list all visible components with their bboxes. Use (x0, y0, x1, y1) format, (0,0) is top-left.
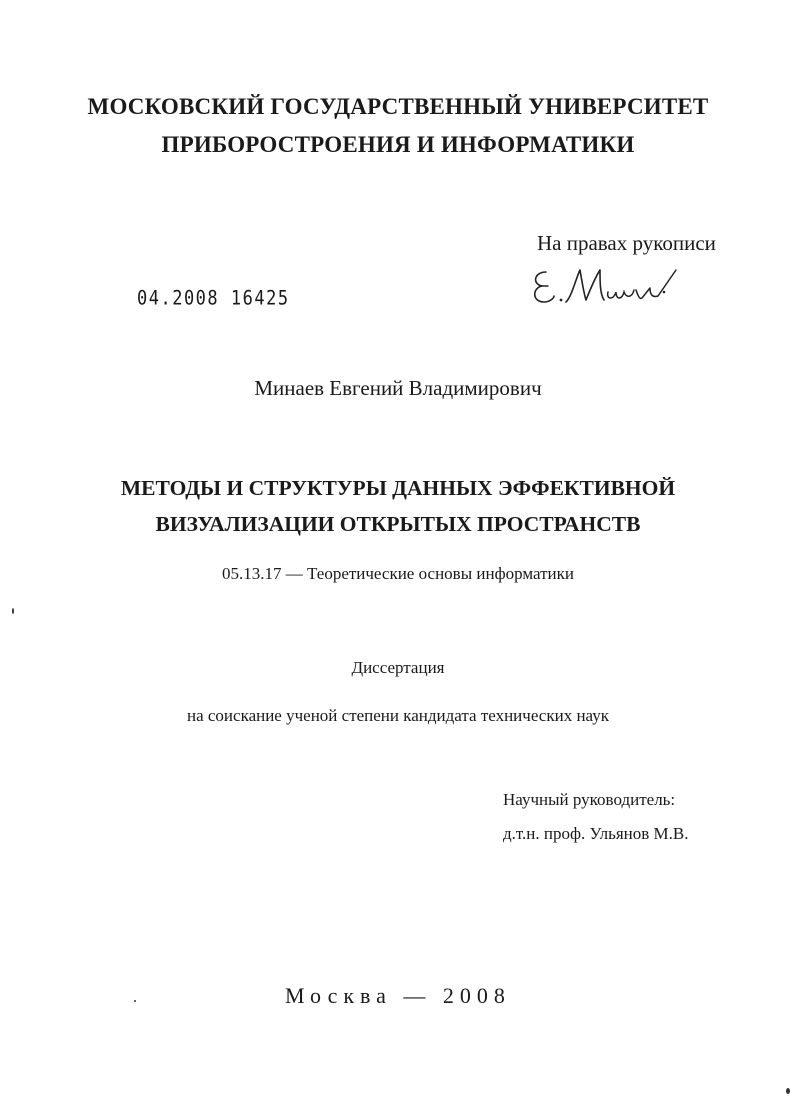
specialty-code: 05.13.17 — Теоретические основы информатики (222, 564, 574, 583)
archive-stamp: 04.2008 16425 (137, 287, 290, 310)
degree-line: на соискание ученой степени кандидата технических наук (186, 706, 609, 725)
document-type: Диссертация (351, 658, 445, 677)
scan-speck (12, 608, 14, 614)
university-name-line-1: МОСКОВСКИЙ ГОСУДАРСТВЕННЫЙ УНИВЕРСИТЕТ (87, 94, 709, 119)
city-year: Москва — 2008 (285, 983, 511, 1008)
author-name: Минаев Евгений Владимирович (254, 376, 542, 400)
manuscript-note: На правах рукописи (537, 231, 716, 255)
supervisor-name: д.т.н. проф. Ульянов М.В. (503, 824, 689, 843)
supervisor-label: Научный руководитель: (503, 790, 676, 809)
university-name-line-2: ПРИБОРОСТРОЕНИЯ И ИНФОРМАТИКИ (161, 132, 635, 157)
author-signature (528, 262, 688, 308)
thesis-title-line-1: МЕТОДЫ И СТРУКТУРЫ ДАННЫХ ЭФФЕКТИВНОЙ (120, 476, 676, 500)
thesis-title-line-2: ВИЗУАЛИЗАЦИИ ОТКРЫТЫХ ПРОСТРАНСТВ (155, 512, 641, 536)
scan-speck (786, 1088, 790, 1094)
scan-speck (134, 1000, 136, 1002)
